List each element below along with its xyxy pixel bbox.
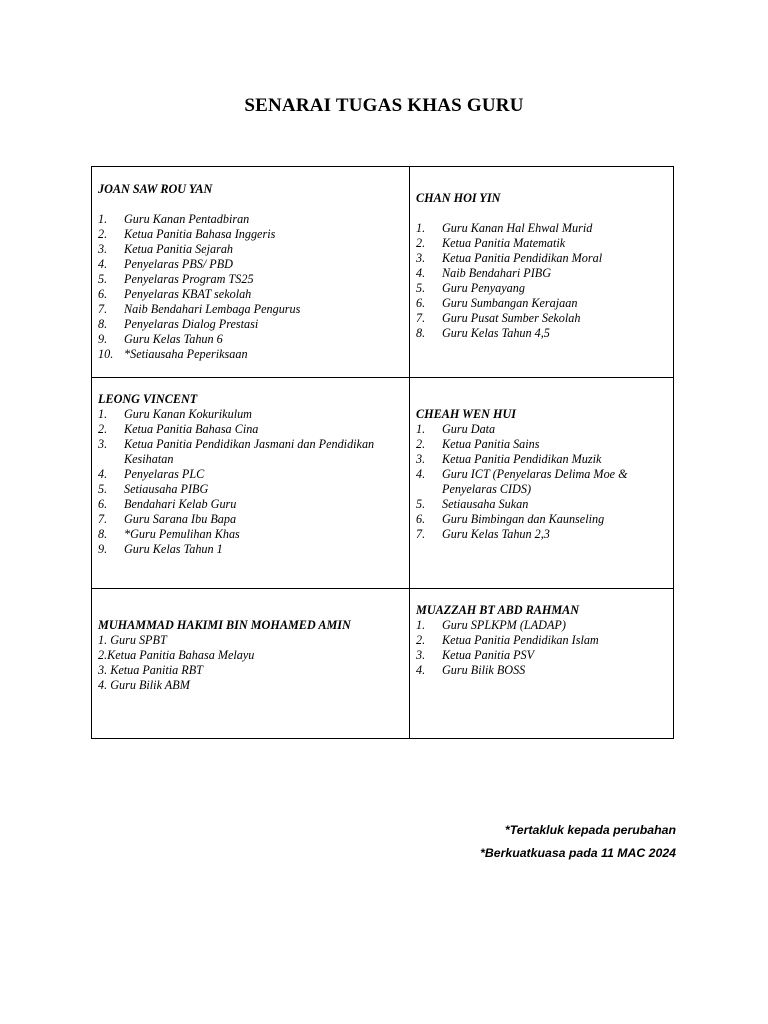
list-item: 2. Ketua Panitia Bahasa Cina	[98, 422, 259, 436]
task-list	[98, 407, 393, 557]
list-item: 5. Penyelaras Program TS25	[98, 272, 254, 286]
table-divider-row-1	[92, 377, 673, 378]
list-item: 1. Guru Kanan Pentadbiran	[98, 212, 250, 226]
list-item: 3. Ketua Panitia Sejarah	[98, 242, 234, 256]
task-list	[98, 212, 403, 362]
list-item: 5. Setiausaha PIBG	[98, 482, 209, 496]
list-item: 5. Setiausaha Sukan	[416, 497, 529, 511]
list-item: 2. Ketua Panitia Pendidikan Islam	[416, 633, 599, 647]
table-divider-vertical	[409, 167, 410, 738]
list-item: 10. *Setiausaha Peperiksaan	[98, 347, 248, 361]
list-item: 5. Guru Penyayang	[416, 281, 525, 295]
list-item: 9. Guru Kelas Tahun 1	[98, 542, 223, 556]
list-item: 4. Guru ICT (Penyelaras Delima Moe & Penyelaras CIDS)	[416, 467, 628, 496]
teacher-cell-chan	[416, 191, 666, 341]
list-item: 4. Penyelaras PLC	[98, 467, 205, 481]
list-item: 3. Ketua Panitia Pendidikan Jasmani dan Pendidikan Kesihatan	[98, 437, 375, 466]
teacher-cell-muazzah	[416, 603, 666, 678]
list-item: 8. Penyelaras Dialog Prestasi	[98, 317, 259, 331]
note-subject-to-change: *Tertakluk kepada perubahan	[504, 823, 676, 837]
teacher-name: JOAN SAW ROU YAN	[98, 182, 213, 196]
list-item: 4. Guru Bilik BOSS	[416, 663, 526, 677]
teacher-name: LEONG VINCENT	[98, 392, 198, 406]
document-title: SENARAI TUGAS KHAS GURU	[244, 95, 524, 116]
list-item: 6. Guru Sumbangan Kerajaan	[416, 296, 578, 310]
teacher-name: MUAZZAH BT ABD RAHMAN	[416, 603, 580, 617]
task-list	[416, 618, 666, 678]
list-item: 9. Guru Kelas Tahun 6	[98, 332, 223, 346]
list-item: 4. Naib Bendahari PIBG	[416, 266, 551, 280]
list-item: 1. Guru Data	[416, 422, 496, 436]
list-item: 8. *Guru Pemulihan Khas	[98, 527, 240, 541]
list-item: 2.Ketua Panitia Bahasa Melayu	[98, 648, 255, 662]
task-list	[416, 422, 656, 542]
list-item: 1. Guru Kanan Kokurikulum	[98, 407, 252, 421]
list-item: 2. Ketua Panitia Bahasa Inggeris	[98, 227, 276, 241]
list-item: 3. Ketua Panitia RBT	[98, 663, 203, 677]
duty-table	[91, 166, 674, 739]
task-list	[98, 633, 403, 693]
list-item: 7. Guru Pusat Sumber Sekolah	[416, 311, 581, 325]
list-item: 4. Guru Bilik ABM	[98, 678, 190, 692]
list-item: 6. Penyelaras KBAT sekolah	[98, 287, 252, 301]
table-divider-row-2	[92, 588, 673, 589]
teacher-cell-leong	[98, 392, 393, 557]
list-item: 4. Penyelaras PBS/ PBD	[98, 257, 233, 271]
teacher-name: CHEAH WEN HUI	[416, 407, 517, 421]
teacher-name: MUHAMMAD HAKIMI BIN MOHAMED AMIN	[98, 618, 351, 632]
list-item: 7. Naib Bendahari Lembaga Pengurus	[98, 302, 301, 316]
list-item: 6. Bendahari Kelab Guru	[98, 497, 237, 511]
list-item: 3. Ketua Panitia Pendidikan Muzik	[416, 452, 602, 466]
teacher-cell-cheah	[416, 407, 656, 542]
task-list	[416, 221, 666, 341]
list-item: 1. Guru SPLKPM (LADAP)	[416, 618, 566, 632]
list-item: 6. Guru Bimbingan dan Kaunseling	[416, 512, 605, 526]
list-item: 3. Ketua Panitia PSV	[416, 648, 535, 662]
list-item: 7. Guru Sarana Ibu Bapa	[98, 512, 237, 526]
list-item: 1. Guru Kanan Hal Ehwal Murid	[416, 221, 593, 235]
teacher-name: CHAN HOI YIN	[416, 191, 501, 205]
teacher-cell-muhammad-hakimi	[98, 618, 403, 693]
note-effective-date: *Berkuatkuasa pada 11 MAC 2024	[480, 846, 676, 860]
list-item: 8. Guru Kelas Tahun 4,5	[416, 326, 550, 340]
list-item: 7. Guru Kelas Tahun 2,3	[416, 527, 550, 541]
list-item: 3. Ketua Panitia Pendidikan Moral	[416, 251, 603, 265]
list-item: 2. Ketua Panitia Matematik	[416, 236, 566, 250]
list-item: 1. Guru SPBT	[98, 633, 167, 647]
teacher-cell-joan	[98, 182, 403, 362]
list-item: 2. Ketua Panitia Sains	[416, 437, 540, 451]
